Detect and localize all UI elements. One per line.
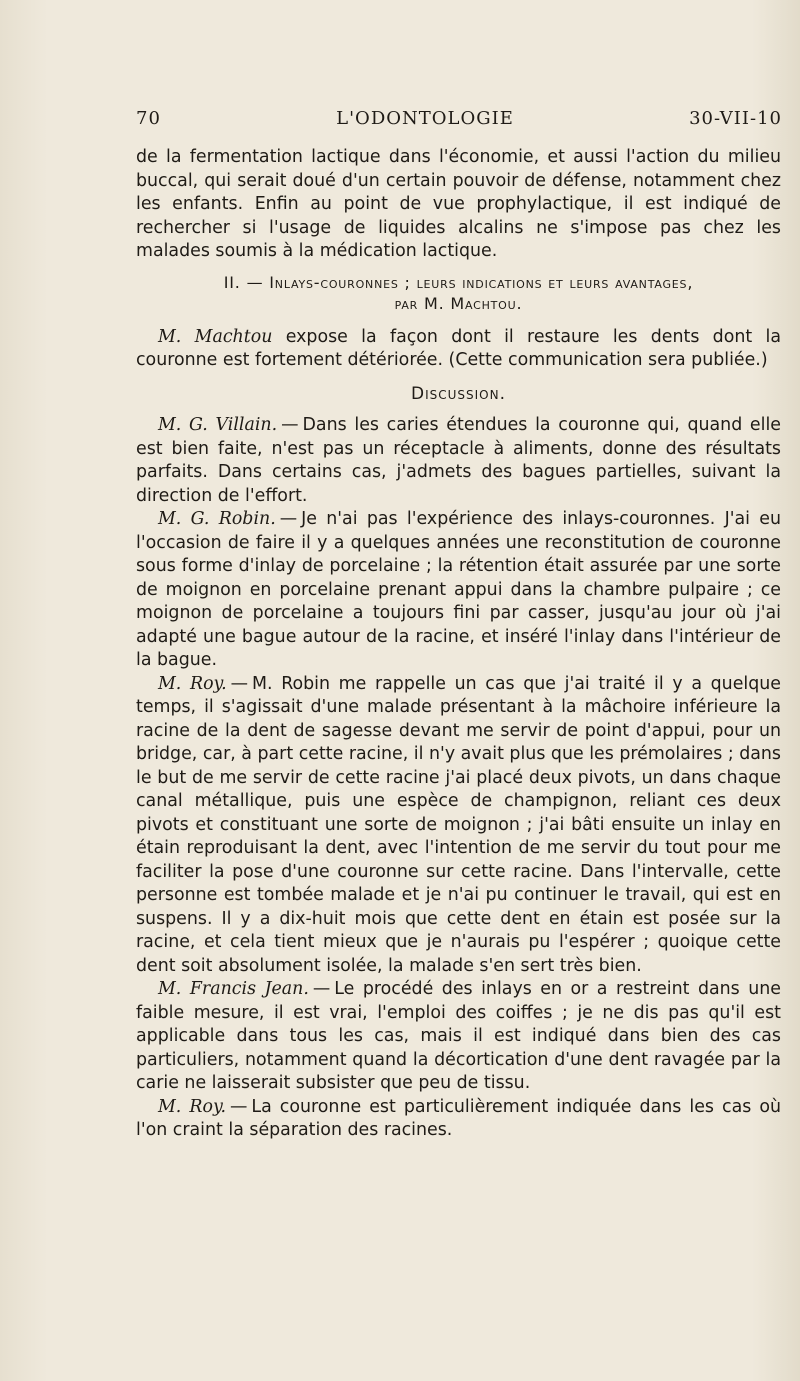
section-number: II.: [223, 272, 241, 292]
intervention-paragraph: [136, 1096, 781, 1143]
dash: —: [230, 673, 248, 694]
intro-paragraph: [136, 326, 781, 373]
intervention-text: Je n'ai pas l'expérience des inlays-couronnes. J'ai eu l'occasion de faire il y a quelques années une reconstitution de couronne sous forme d'inlay de porcelaine ; la rétention était assurée par une sorte de moignon en porcelaine prenant appui dans la chambre pulpaire ; ce moignon de porcelaine a toujours fini par casser, jusqu'au jour où j'ai adapté une bague autour de la racine, et inséré l'inlay dans l'intérieur de la bague.: [136, 509, 781, 670]
intervention-paragraph: [136, 673, 781, 979]
speaker-name: M. G. Villain.: [158, 415, 278, 435]
intervention-text: Le procédé des inlays en or a restreint dans une faible mesure, il est vrai, l'emploi des coiffes ; je ne dis pas qu'il est applicable dans tous les cas, mais il est indiqué dans bien des cas particuliers, notamment quand la décortication d'une dent ravagée par la carie ne laisserait subsister que peu de tissu.: [136, 979, 781, 1093]
section-title-line1: — Inlays-couronnes ; leurs indications et leurs avantages,: [246, 272, 694, 292]
opening-paragraph: de la fermentation lactique dans l'économie, et aussi l'action du milieu buccal, qui serait doué d'un certain pouvoir de défense, notamment chez les enfants. Enfin au point de vue prophylactique, il est indiqué de rechercher si l'usage de liquides alcalins ne s'impose pas chez les malades soumis à la médication lactique.: [136, 147, 781, 261]
article-body: [136, 146, 781, 1143]
intervention-text: M. Robin me rappelle un cas que j'ai traité il y a quelque temps, il s'agissait d'une malade présentant à la mâchoire inférieure la racine de la dent de sagesse devant me servir de point d'appui, pour un bridge, car, à part cette racine, il n'y avait plus que les prémolaires ; dans le but de me servir de cette racine j'ai placé deux pivots, un dans chaque canal métallique, puis une espèce de champignon, reliant ces deux pivots et constituant une sorte de moignon ; j'ai bâti ensuite un inlay en étain reproduisant la dent, avec l'intention de me servir du tout pour me faciliter la pose d'une couronne sur cette racine. Dans l'intervalle, cette personne est tombée malade et je n'ai pu continuer le travail, qui est en suspens. Il y a dix-huit mois que cette dent en étain est posée sur la racine, et cela tient mieux que je n'aurais pu l'espérer ; quoique cette dent soit absolument isolée, la malade s'en sert très bien.: [136, 673, 781, 976]
discussion-heading: Discussion.: [410, 383, 506, 404]
speaker-name: M. Roy.: [158, 1096, 226, 1117]
page-number: 70: [136, 108, 161, 129]
intro-text: expose la façon dont il restaure les dents dont la couronne est fortement détériorée. (Cette communication sera publiée.): [136, 326, 781, 370]
intervention-text: Dans les caries étendues la couronne qui, quand elle est bien faite, n'est pas un réceptacle à aliments, donne des résultats parfaits. Dans certains cas, j'admets des bagues partielles, suivant la direction de l'effort.: [136, 415, 781, 506]
section-title-line2: par M. Machtou.: [394, 293, 523, 313]
speaker-name: M. Machtou: [158, 326, 273, 347]
intervention-paragraph: [136, 414, 781, 508]
section-title: [136, 272, 781, 314]
intervention-text: La couronne est particulièrement indiquée dans les cas où l'on craint la séparation des racines.: [136, 1096, 782, 1140]
dash: —: [279, 509, 298, 529]
speaker-name: M. G. Robin.: [158, 509, 276, 529]
issue-date: 30-VII-10: [689, 108, 782, 129]
dash: —: [230, 1096, 248, 1117]
dash: —: [281, 415, 299, 435]
running-header: [136, 108, 782, 129]
speaker-name: M. Roy.: [158, 673, 227, 694]
dash: —: [312, 979, 331, 999]
intervention-paragraph: [136, 978, 781, 1096]
intervention-paragraph: [136, 508, 781, 673]
journal-title: L'ODONTOLOGIE: [336, 108, 514, 129]
speaker-name: M. Francis Jean.: [158, 979, 309, 999]
